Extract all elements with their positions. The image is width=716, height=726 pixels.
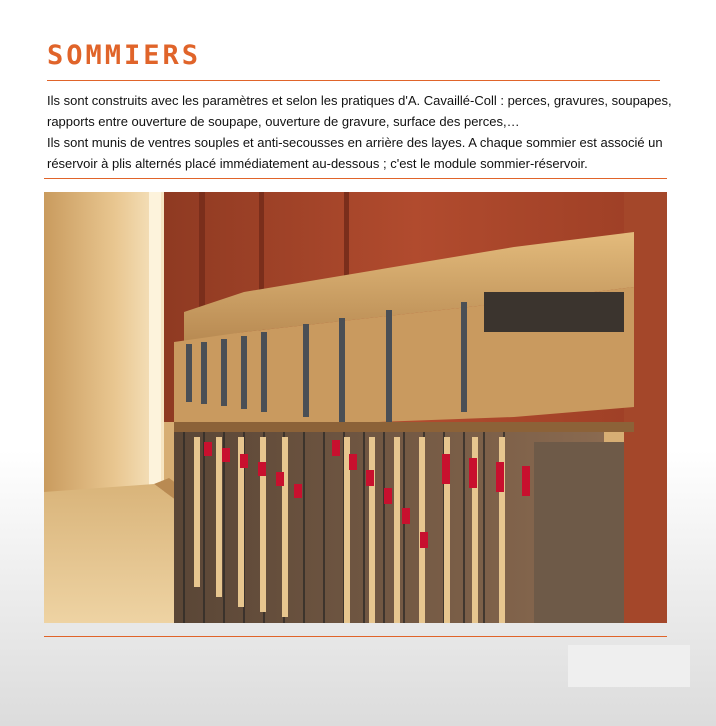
corner-decoration [568, 645, 690, 687]
page-title: SOMMIERS [47, 40, 202, 71]
text-divider [44, 178, 667, 179]
bottom-divider [44, 636, 667, 637]
intro-paragraph: Ils sont construits avec les paramètres et selon les pratiques d'A. Cavaillé-Coll : perces, gravures, soupapes, rapports entre ouverture de soupape, ouverture de gravure, surface des perces,… [47, 93, 672, 129]
title-divider [47, 80, 660, 81]
detail-paragraph: Ils sont munis de ventres souples et anti-secousses en arrière des layes. A chaque sommier est associé un réservoir à plis alternés placé immédiatement au-dessous ; c'est le module sommier-réservoir. [47, 135, 663, 171]
organ-windchest-photo [44, 192, 667, 623]
